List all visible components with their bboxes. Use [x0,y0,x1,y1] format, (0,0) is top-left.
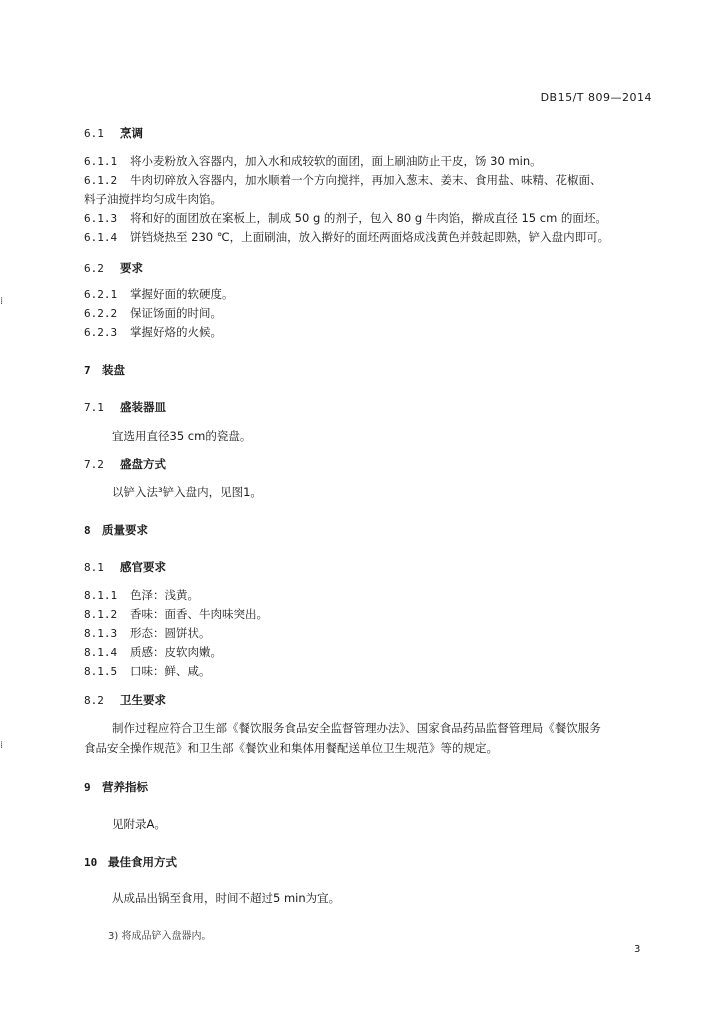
clause-8-1-3: 8.1.3 形态：圆饼状。 [84,626,211,640]
section-7-heading: 7 装盘 [84,363,125,377]
section-10-heading: 10 最佳食用方式 [84,855,177,869]
section-6-2-heading: 6.2 要求 [84,261,143,275]
clause-6-1-3: 6.1.3 将和好的面团放在案板上，制成 50 g 的剂子，包入 80 g 牛肉馅，擀成直径 15 cm 的面坯。 [84,211,607,225]
footnote: 3) 将成品铲入盘器内。 [108,931,212,942]
section-6-1-heading: 6.1 烹调 [84,126,143,140]
clause-8-1-2: 8.1.2 香味：面香、牛肉味突出。 [84,607,268,621]
clause-6-1-2-continued: 料子油搅拌均匀成牛肉馅。 [84,192,222,206]
clause-8-1-1: 8.1.1 色泽：浅黄。 [84,588,199,602]
clause-6-1-4: 6.1.4 饼铛烧热至 230 ℃，上面刷油，放入擀好的面坯两面烙成浅黄色并鼓起即熟，铲入盘内即可。 [84,230,610,244]
section-8-2-text-line1: 制作过程应符合卫生部《餐饮服务食品安全监督管理办法》、国家食品药品监督管理局《餐饮服务 [112,721,601,735]
clause-8-1-5: 8.1.5 口味：鲜、咸。 [84,664,211,678]
clause-6-2-2: 6.2.2 保证饧面的时间。 [84,306,222,320]
section-7-1-heading: 7.1 盛装器皿 [84,400,166,414]
clause-6-2-1: 6.2.1 掌握好面的软硬度。 [84,287,234,301]
section-10-text: 从成品出锅至食用，时间不超过5 min为宜。 [112,891,341,905]
section-7-2-heading: 7.2 盛盘方式 [84,457,166,471]
scan-edge-mark: ⁞ [0,296,4,307]
section-8-1-heading: 8.1 感官要求 [84,560,166,574]
clause-6-2-3: 6.2.3 掌握好烙的火候。 [84,325,222,339]
section-8-2-text-line2: 食品安全操作规范》和卫生部《餐饮业和集体用餐配送单位卫生规范》等的规定。 [84,741,498,755]
section-8-heading: 8 质量要求 [84,523,148,537]
standard-code: DB15/T 809—2014 [540,91,652,104]
clause-8-1-4: 8.1.4 质感：皮软肉嫩。 [84,645,222,659]
scan-edge-mark: ⁞ [0,740,4,751]
section-9-text: 见附录A。 [112,817,166,831]
section-7-2-text: 以铲入法³铲入盘内，见图1。 [112,485,262,499]
page-number: 3 [634,944,641,955]
clause-6-1-2: 6.1.2 牛肉切碎放入容器内，加水顺着一个方向搅拌，再加入葱末、姜末、食用盐、味精、花椒面、 [84,173,602,187]
section-9-heading: 9 营养指标 [84,780,148,794]
section-7-1-text: 宜选用直径35 cm的瓷盘。 [112,429,252,443]
section-8-2-heading: 8.2 卫生要求 [84,693,166,707]
clause-6-1-1: 6.1.1 将小麦粉放入容器内，加入水和成较软的面团，面上刷油防止干皮，饧 30 min。 [84,154,542,168]
